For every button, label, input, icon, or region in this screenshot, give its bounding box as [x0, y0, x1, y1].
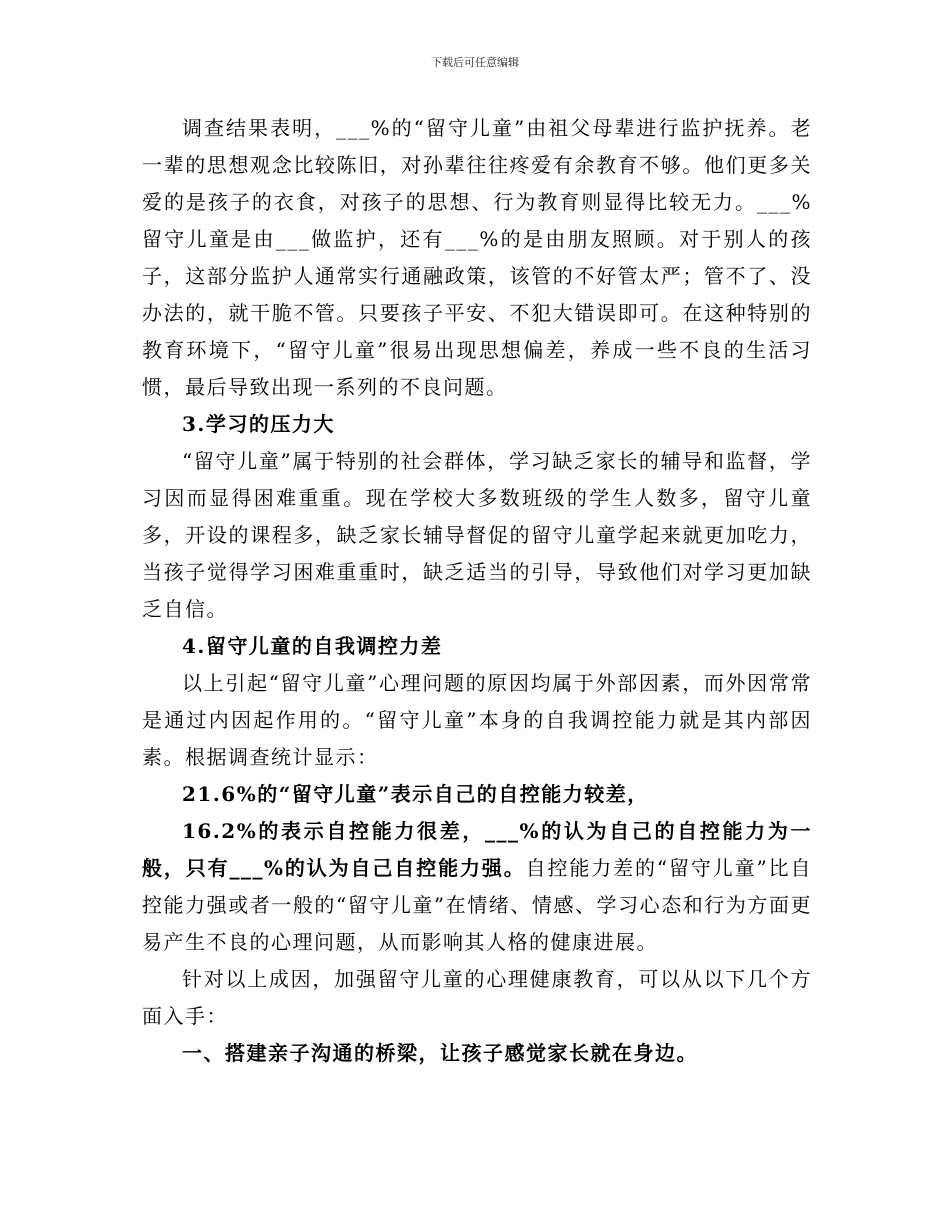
statistic-line-2-bold: 16.2%的表示自控能力很差，___%的认为自己的自控能力为一般，只有___%的认为自己自控能力强。: [142, 819, 812, 880]
statistic-paragraph-2: [142, 813, 812, 961]
heading-self-control: 4.留守儿童的自我调控力差: [182, 634, 443, 658]
statistic-line-1: 21.6%的“留守儿童”表示自己的自控能力较差，: [182, 782, 649, 806]
page-header-note: 下载后可任意编辑: [431, 56, 519, 69]
paragraph-study-pressure: “留守儿童”属于特别的社会群体，学习缺乏家长的辅导和监督，学习因而显得困难重重。现在学校大多数班级的学生人数多，留守儿童多，开设的课程多，缺乏家长辅导督促的留守儿童学起来就更加吃力，当孩子觉得学习困难重重时，缺乏适当的引导，导致他们对学习更加缺乏自信。: [142, 449, 812, 621]
heading-study-pressure: 3.学习的压力大: [182, 412, 335, 436]
paragraph-self-control: 以上引起“留守儿童”心理问题的原因均属于外部因素，而外因常常是通过内因起作用的。“留守儿童”本身的自我调控能力就是其内部因素。根据调查统计显示：: [142, 671, 812, 769]
paragraph-measures-intro: 针对以上成因，加强留守儿童的心理健康教育，可以从以下几个方面入手：: [142, 967, 812, 1028]
paragraph-guardianship: 调查结果表明，___%的“留守儿童”由祖父母辈进行监护抚养。老一辈的思想观念比较陈旧，对孙辈往往疼爱有余教育不够。他们更多关爱的是孩子的衣食，对孩子的思想、行为教育则显得比较无力。___%留守儿童是由___做监护，还有___%的是由朋友照顾。对于别人的孩子，这部分监护人通常实行通融政策，该管的不好管太严；管不了、没办法的，就干脆不管。只要孩子平安、不犯大错误即可。在这种特别的教育环境下，“留守儿童”很易出现思想偏差，养成一些不良的生活习惯，最后导致出现一系列的不良问题。: [142, 116, 812, 399]
statistic-line-2-rest: 自控能力差的“留守儿童”比自控能力强或者一般的“留守儿童”在情绪、情感、学习心态和行为方面更易产生不良的心理问题，从而影响其人格的健康进展。: [142, 856, 812, 954]
heading-measure-one: 一、搭建亲子沟通的桥梁，让孩子感觉家长就在身边。: [182, 1041, 698, 1065]
document-body: [142, 110, 812, 1072]
